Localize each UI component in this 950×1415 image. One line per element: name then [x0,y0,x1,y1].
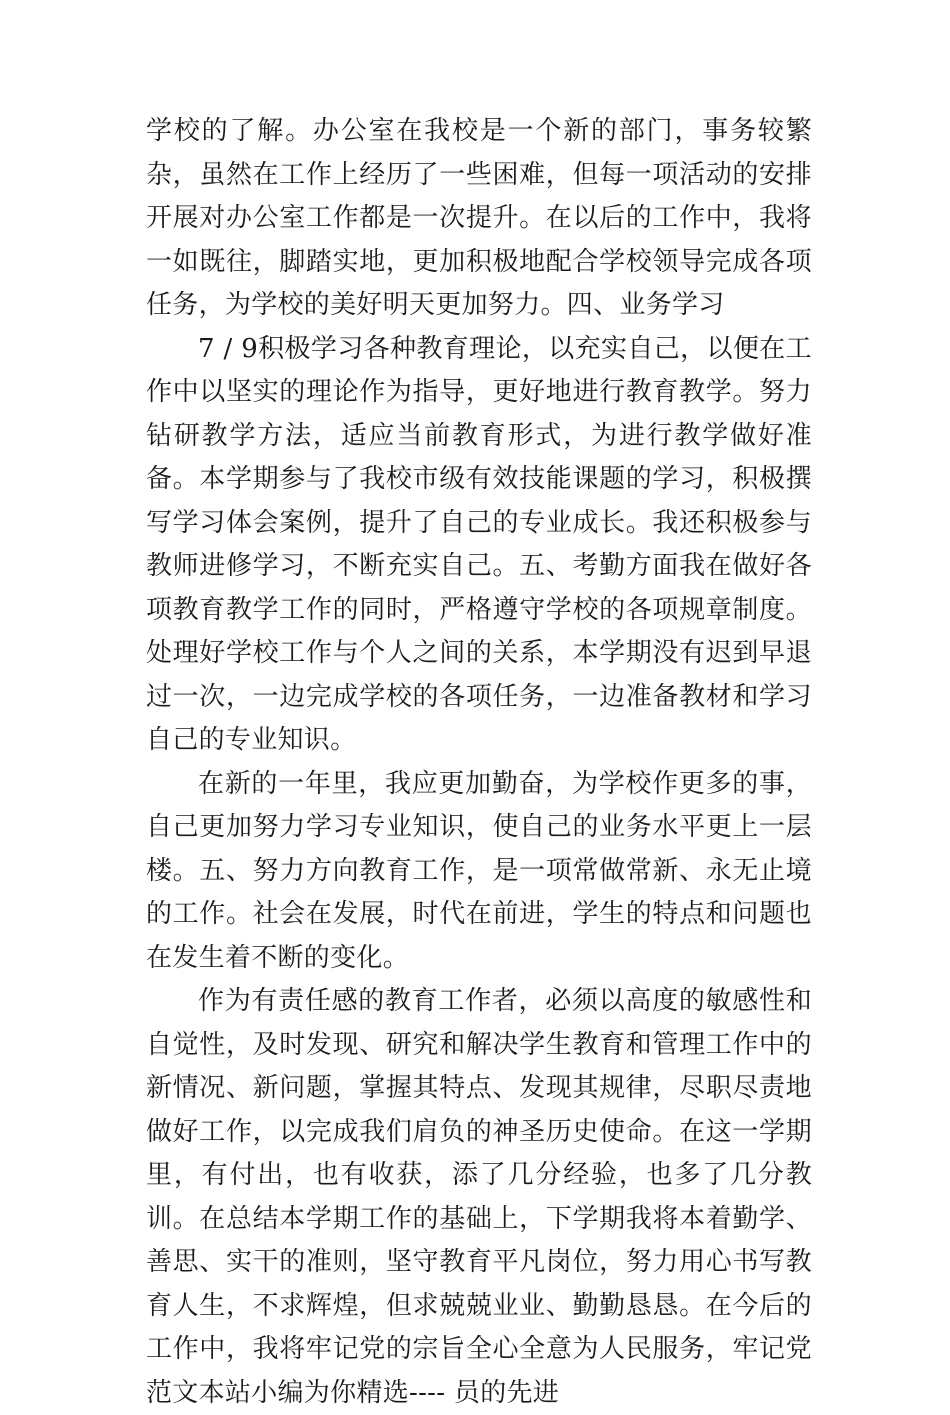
paragraph-continuation: 学校的了解。办公室在我校是一个新的部门，事务较繁杂，虽然在工作上经历了一些困难，但每一项活动的安排开展对办公室工作都是一次提升。在以后的工作中，我将一如既往，脚踏实地，更加积极地配合学校领导完成各项任务，为学校的美好明天更加努力。四、业务学习 [146,116,812,320]
document-body [146,110,812,1415]
paragraph-new-year: 在新的一年里，我应更加勤奋，为学校作更多的事，自己更加努力学习专业知识，使自己的业务水平更上一层楼。五、努力方向教育工作，是一项常做常新、永无止境的工作。社会在发展，时代在前进，学生的特点和问题也在发生着不断的变化。 [146,768,812,973]
paragraph-responsibility: 作为有责任感的教育工作者，必须以高度的敏感性和自觉性，及时发现、研究和解决学生教育和管理工作中的新情况、新问题，掌握其特点、发现其规律，尽职尽责地做好工作，以完成我们肩负的神圣历史使命。在这一学期里，有付出，也有收获，添了几分经验，也多了几分教训。在总结本学期工作的基础上，下学期我将本着勤学、善思、实干的准则，坚守教育平凡岗位，努力用心书写教育人生，不求辉煌，但求兢兢业业、勤勤恳恳。在今后的工作中，我将牢记党的宗旨全心全意为人民服务，牢记党范文本站小编为你精选---- 员的先进 [146,986,812,1408]
paragraph-study: 7 / 9积极学习各种教育理论，以充实自己，以便在工作中以坚实的理论作为指导，更好地进行教育教学。努力钻研教学方法，适应当前教育形式，为进行教学做好准备。本学期参与了我校市级有效技能课题的学习，积极撰写学习体会案例，提升了自己的专业成长。我还积极参与教师进修学习，不断充实自己。五、考勤方面我在做好各项教育教学工作的同时，严格遵守学校的各项规章制度。处理好学校工作与个人之间的关系，本学期没有迟到早退过一次，一边完成学校的各项任务，一边准备教材和学习自己的专业知识。 [146,333,812,755]
